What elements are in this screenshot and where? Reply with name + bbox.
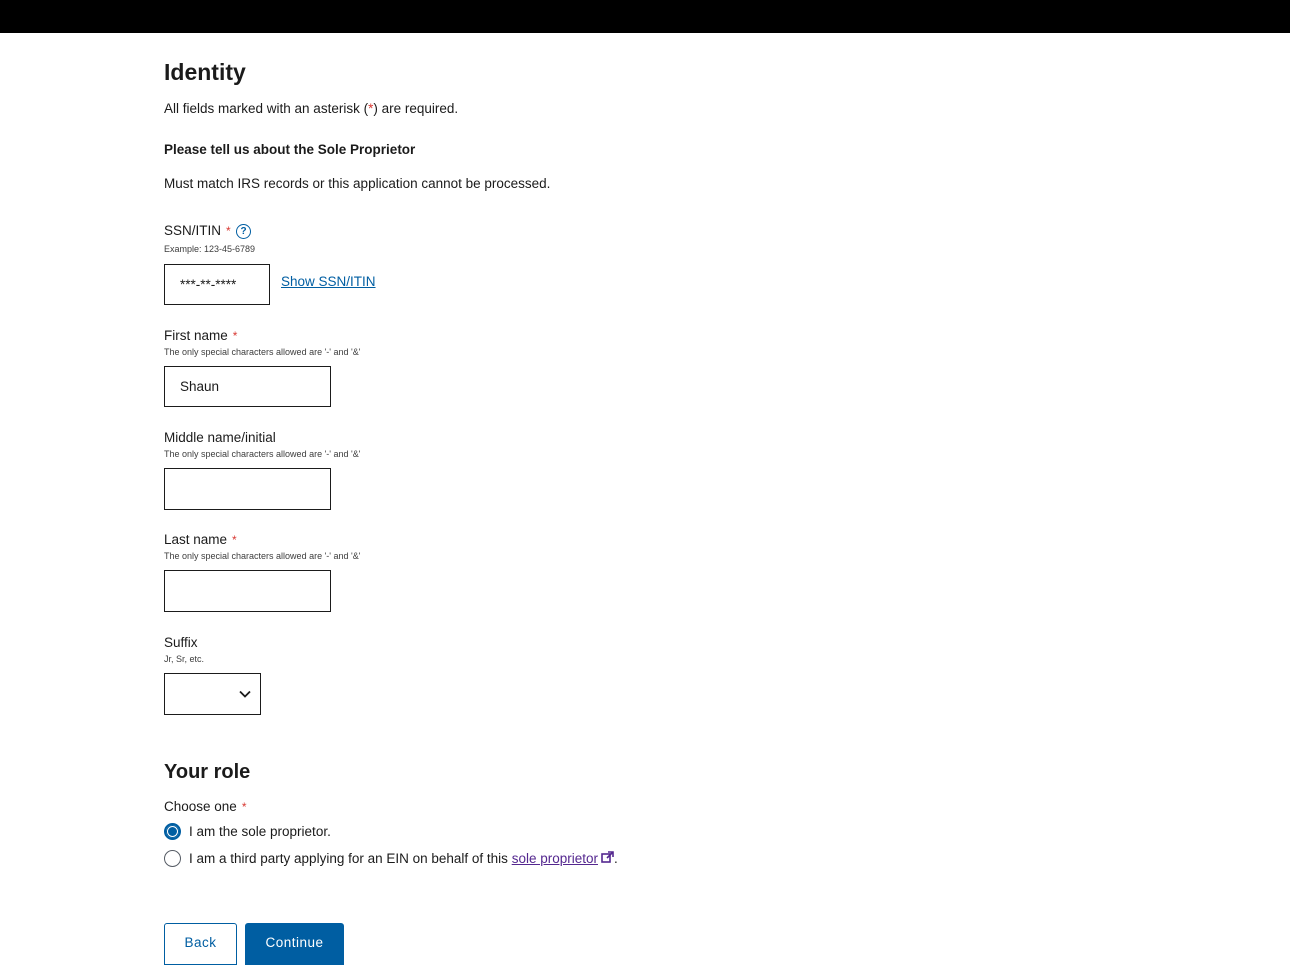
radio-third-party-label: I am a third party applying for an EIN on behalf of this sole proprietor . (189, 851, 618, 866)
first-name-label: First name * (164, 328, 238, 343)
show-ssn-link[interactable]: Show SSN/ITIN (281, 274, 376, 289)
middle-name-label: Middle name/initial (164, 430, 276, 445)
role-heading: Your role (164, 761, 251, 783)
ssn-label: SSN/ITIN * (164, 223, 231, 238)
last-name-label: Last name * (164, 532, 237, 547)
required-fields-note: All fields marked with an asterisk (*) are required. (164, 101, 459, 116)
role-question: Choose one * (164, 799, 247, 814)
radio-third-party[interactable] (164, 850, 181, 867)
section-heading: Please tell us about the Sole Proprietor (164, 142, 416, 157)
external-link-icon (601, 851, 614, 864)
required-asterisk: * (232, 329, 238, 343)
suffix-label: Suffix (164, 635, 198, 650)
last-name-hint: The only special characters allowed are '-' and '&' (164, 551, 361, 561)
ssn-hint: Example: 123-45-6789 (164, 244, 256, 254)
first-name-input[interactable] (164, 366, 331, 407)
ssn-input[interactable] (164, 264, 270, 305)
middle-name-hint: The only special characters allowed are '-' and '&' (164, 449, 361, 459)
suffix-select[interactable] (164, 673, 261, 715)
continue-button[interactable]: Continue (245, 923, 344, 965)
page-title: Identity (164, 59, 246, 85)
question-circle-icon[interactable]: ? (236, 224, 251, 239)
middle-name-input[interactable] (164, 468, 331, 510)
radio-sole-proprietor[interactable] (164, 823, 181, 840)
sole-proprietor-link[interactable]: sole proprietor (511, 851, 598, 866)
site-header-bar (0, 0, 1290, 33)
required-asterisk: * (226, 224, 231, 238)
radio-sole-proprietor-label: I am the sole proprietor. (189, 824, 331, 839)
chevron-down-icon (238, 687, 252, 701)
instruction-text: Must match IRS records or this application cannot be processed. (164, 176, 551, 191)
required-asterisk: * (232, 533, 237, 547)
first-name-hint: The only special characters allowed are '-' and '&' (164, 347, 361, 357)
suffix-hint: Jr, Sr, etc. (164, 654, 205, 664)
back-button[interactable]: Back (164, 923, 237, 965)
required-asterisk: * (241, 800, 247, 814)
last-name-input[interactable] (164, 570, 331, 612)
required-asterisk: * (368, 101, 374, 116)
